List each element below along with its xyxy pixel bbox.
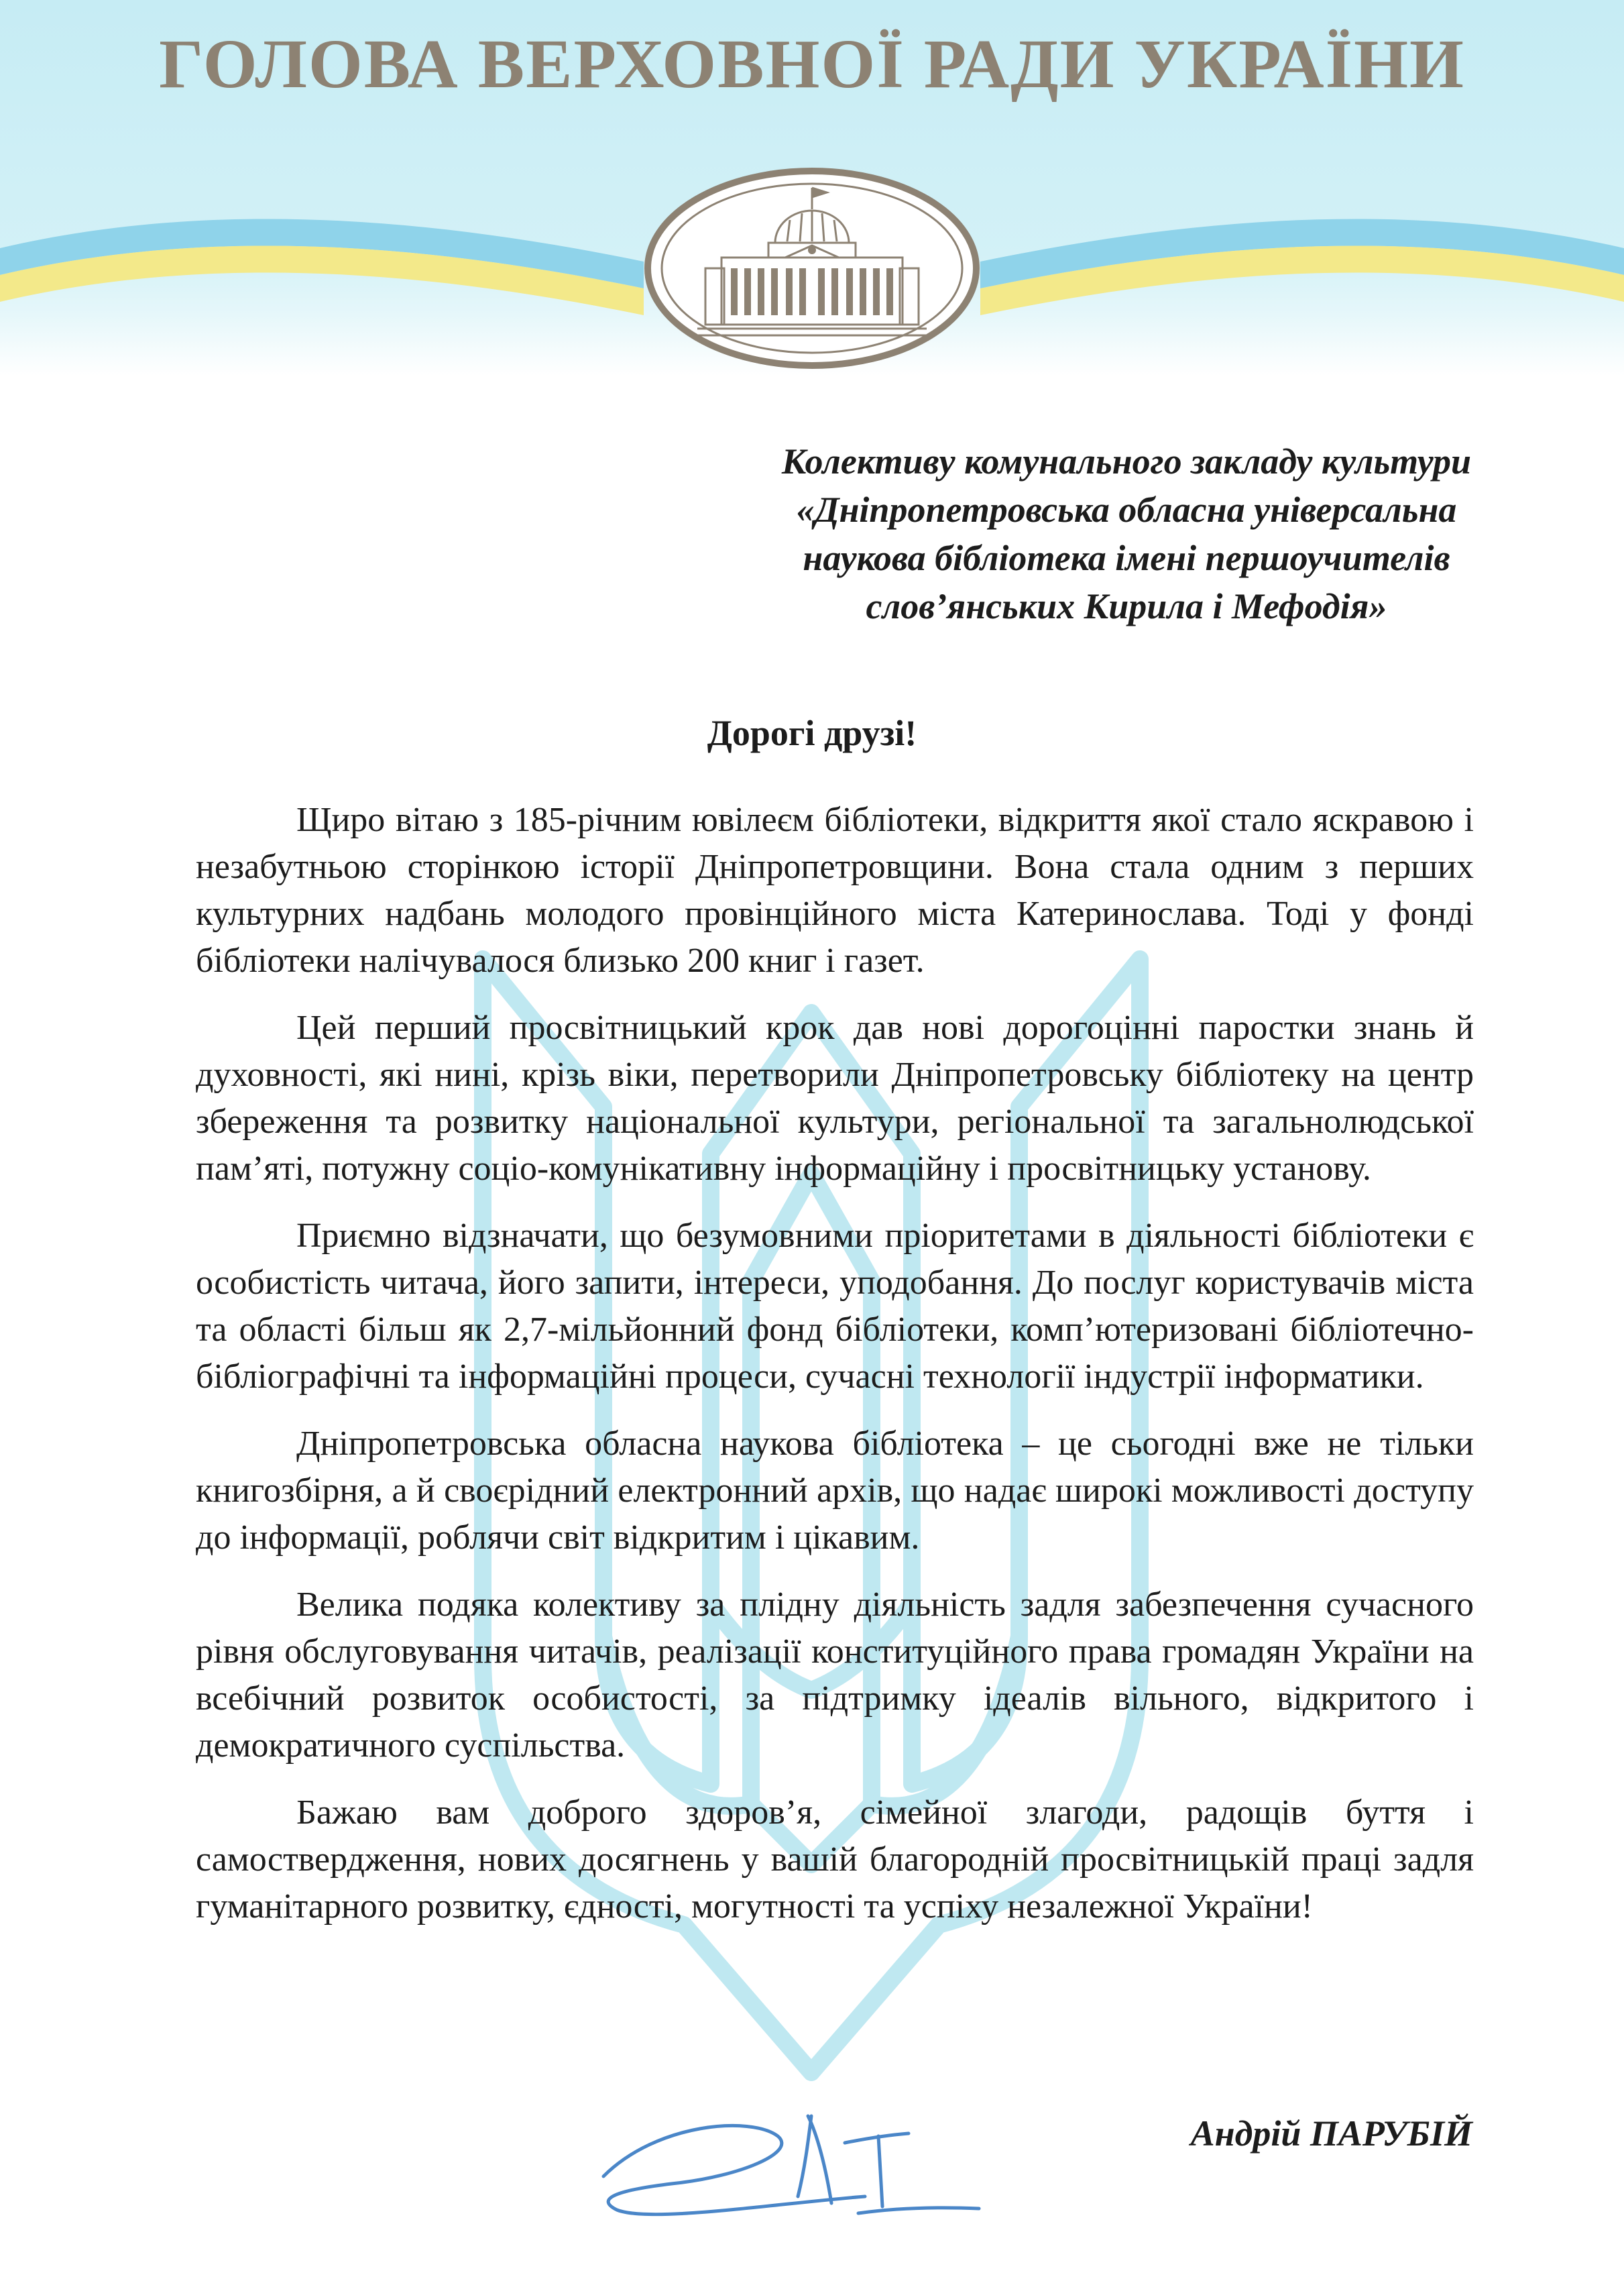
addressee-line: «Дніпропетровська обласна універсальна (796, 490, 1457, 530)
letter-body (196, 797, 1474, 1950)
paragraph: Приємно відзначати, що безумовними пріоритетами в діяльності бібліотеки є особистість читача, його запити, інтереси, уподобання. До послуг користувачів міста та області більш як 2,7-мільйонний фонд бібліотеки, комп’ютеризовані бібліотечно-бібліографічні та інформаційні процеси, сучасні технології індустрії інформатики. (196, 1217, 1474, 1396)
paragraph: Дніпропетровська обласна наукова бібліотека – це сьогодні вже не тільки книгозбірня, а й своєрідний електронний архів, що надає широкі можливості доступу до інформації, роблячи світ відкритим і цікавим. (196, 1425, 1474, 1557)
header-title: ГОЛОВА ВЕРХОВНОЇ РАДИ УКРАЇНИ (159, 25, 1465, 103)
signer-name: Андрій ПАРУБІЙ (1190, 2113, 1472, 2154)
paragraph: Велика подяка колективу за плідну діяльність задля забезпечення сучасного рівня обслуговування читачів, реалізації конституційного права громадян України на всебічний розвиток особистості, за підтримку ідеалів вільного, відкритого і демократичного суспільства. (196, 1585, 1474, 1765)
addressee-line: Колективу комунального закладу культури (781, 441, 1472, 482)
paragraph: Щиро вітаю з 185-річним ювілеєм бібліотеки, відкриття якої стало яскравою і незабутньою сторінкою історії Дніпропетровщини. Вона стала одним з перших культурних надбань молодого провінційного міста Катеринослава. Тоді у фонді бібліотеки налічувалося близько 200 книг і газет. (196, 801, 1474, 980)
parliament-building-icon (644, 168, 980, 369)
addressee-block (724, 437, 1529, 630)
addressee-line: наукова бібліотека імені першоучителів (803, 538, 1450, 578)
greeting: Дорогі друзі! (707, 713, 917, 753)
paragraph: Бажаю вам доброго здоров’я, сімейної злагоди, радощів буття і самоствердження, нових досягнень у вашій благородній просвітницькій праці задля гуманітарного розвитку, єдності, могутності та успіху незалежної України! (196, 1793, 1474, 1926)
addressee-line: слов’янських Кирила і Мефодія» (866, 586, 1387, 626)
paragraph: Цей перший просвітницький крок дав нові дорогоцінні паростки знань й духовності, які нині, крізь віки, перетворили Дніпропетровську бібліотеку на центр збереження та розвитку національної культури, регіональної та загальнолюдської пам’яті, потужну соціо-комунікативну інформаційну і просвітницьку установу. (196, 1009, 1474, 1188)
handwritten-signature (577, 2096, 992, 2230)
